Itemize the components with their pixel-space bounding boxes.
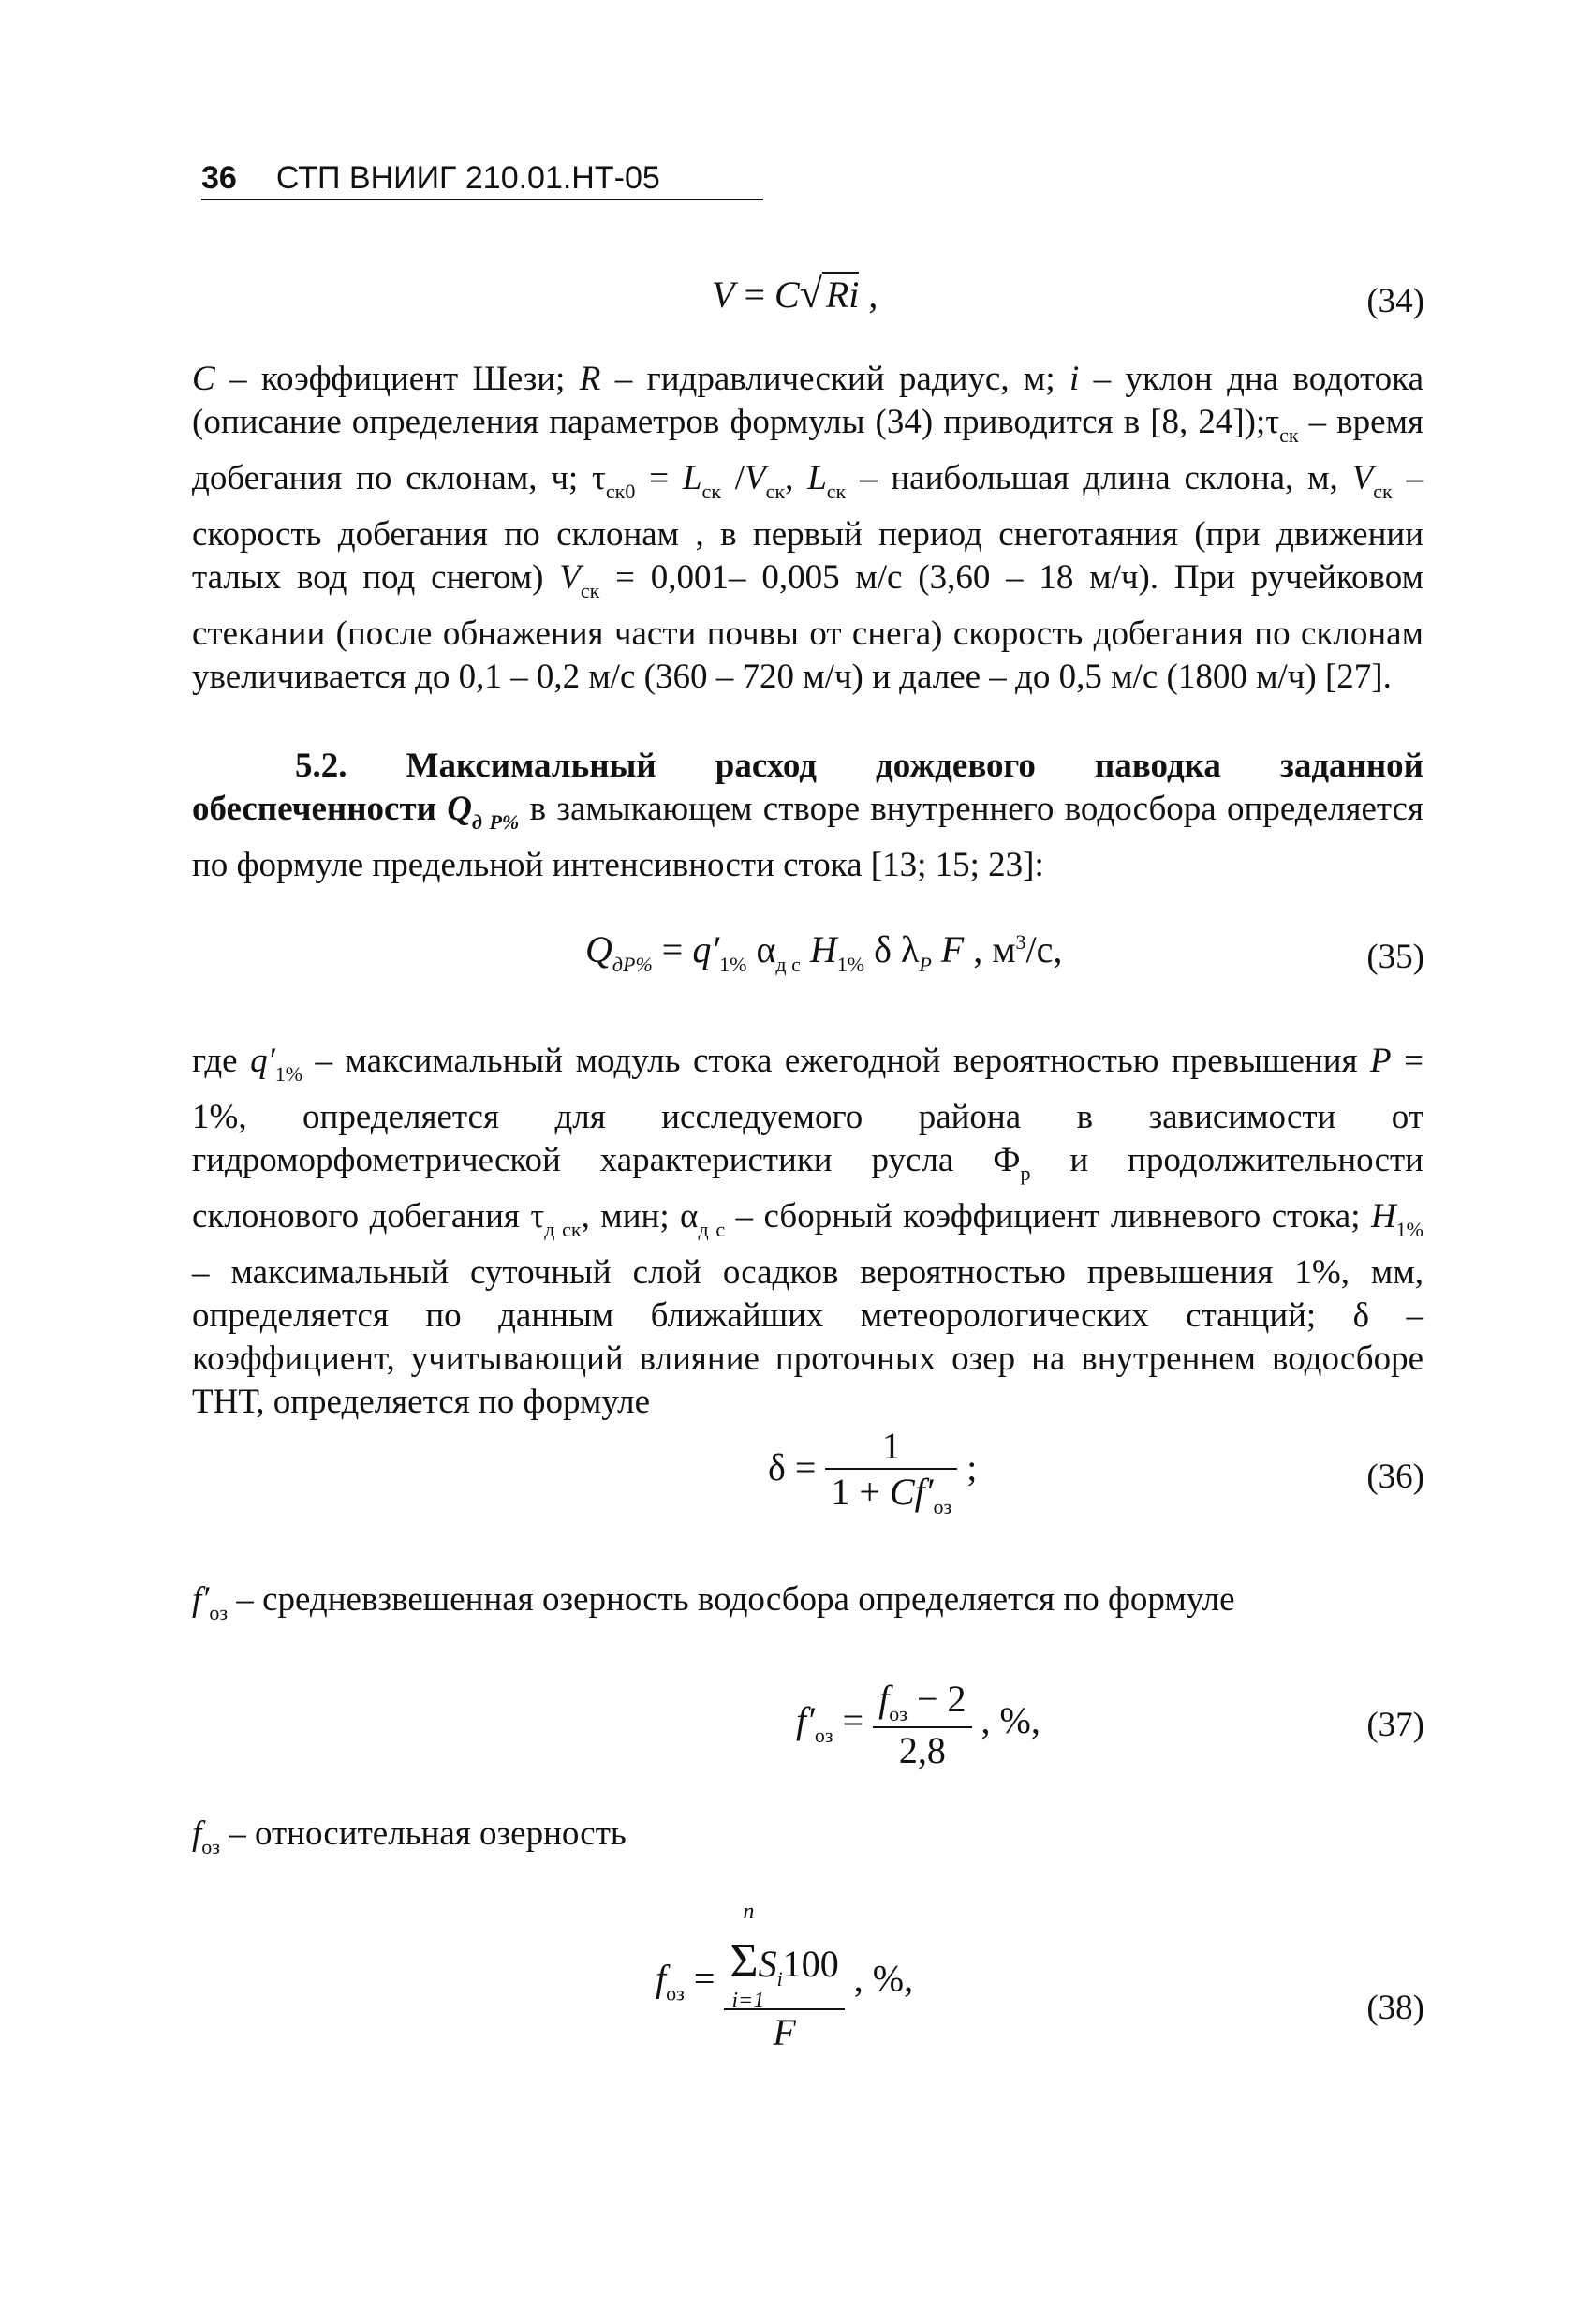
formula-34-root-arg: Ri [822, 272, 860, 316]
text-run: = 1%, определяется для исследуемого района в зависимости от гидроморфометрической характеристики русла Ф [192, 1042, 1423, 1179]
text-run: – максимальный суточный слой осадков вероятностью превышения 1%, мм, определяется по данным ближайших метеорологических станций; δ – коэффициент, учитывающий влияние проточных озер на внутреннем водосборе ТНТ, определяется по формуле [192, 1253, 1423, 1421]
symbol: V [745, 459, 766, 497]
denominator [825, 1470, 957, 1519]
subscript: д ск [544, 1218, 582, 1241]
subscript: оз [666, 1981, 685, 2006]
formula-36-lhs: δ = [768, 1446, 826, 1489]
formula-34-coef: C [774, 274, 800, 316]
paragraph-section-5-2 [192, 745, 1423, 887]
page-number: 36 [201, 160, 237, 196]
subscript: 1% [1395, 1218, 1423, 1241]
paragraph-relative-lake-coverage [192, 1813, 1423, 1869]
text-run: , мин; α [581, 1197, 699, 1236]
text-run: – сборный коэффициент ливневого стока; [725, 1197, 1371, 1236]
subscript: ск [826, 480, 847, 503]
subscript: 1% [274, 1062, 303, 1086]
symbol: S [758, 1943, 777, 1985]
symbol: Q [585, 928, 612, 970]
symbol: f′ [796, 1699, 815, 1742]
symbol: δ λ [864, 928, 920, 970]
subscript: 1% [719, 953, 747, 976]
text-run: – максимальный модуль стока ежегодной вероятностью превышения [302, 1042, 1371, 1080]
subscript: дP% [612, 953, 653, 976]
sum-sign: Σ [730, 1934, 759, 1988]
text-run: – скорость добегания по склонам , в первый период снеготаяния (при движении талых вод под снегом) [192, 459, 1424, 597]
subscript: оз [209, 1601, 229, 1624]
text-run: – время добегания по склонам, ч; τ [192, 403, 1423, 497]
sum-lower-limit: i=1 [731, 1989, 765, 2013]
denominator: 2,8 [898, 1729, 946, 1771]
text-run: – относительная озерность [219, 1814, 627, 1853]
numerator-part: − 2 [907, 1678, 966, 1720]
subscript: оз [933, 1495, 952, 1518]
symbol: V [1351, 459, 1374, 497]
subscript: ск [1373, 480, 1393, 503]
symbol: f [656, 1957, 667, 2000]
text-run: и продолжительности склонового добегания τ [192, 1141, 1423, 1236]
fraction [825, 1424, 957, 1519]
formula-34-tail: , [859, 274, 878, 316]
subscript: оз [814, 1724, 833, 1748]
subscript: ск0 [605, 480, 636, 503]
text-run: / [720, 459, 745, 497]
sum-upper-limit: n [743, 1900, 755, 1924]
symbol: C [192, 360, 215, 398]
subscript: i [776, 1967, 783, 1991]
subscript: ск [1279, 423, 1299, 447]
equals: = [684, 1957, 725, 2000]
formula-35 [585, 927, 1062, 977]
text-run: – гидравлический радиус, м; [600, 360, 1069, 398]
symbol: H [1370, 1197, 1396, 1236]
equation-number-34: (34) [1366, 282, 1424, 320]
subscript: д с [775, 953, 801, 976]
symbol: Cf′ [889, 1471, 934, 1513]
subscript: 1% [836, 953, 865, 976]
equation-number-37: (37) [1366, 1706, 1424, 1744]
text-run: – уклон дна водотока (описание определения параметров формулы (34) приводится в [8, 24]);τ [192, 360, 1423, 441]
document-code: СТП ВНИИГ 210.01.НТ-05 [275, 160, 660, 196]
equation-number-36: (36) [1366, 1458, 1424, 1496]
subscript: оз [201, 1835, 220, 1858]
symbol: f′ [192, 1580, 210, 1619]
numerator-part: 100 [782, 1943, 839, 1985]
symbol: q′ [692, 928, 720, 970]
formula-34-lhs: V [712, 274, 735, 316]
superscript: 3 [1015, 930, 1026, 954]
symbol: F [931, 928, 965, 970]
paragraph-weighted-lake-coverage [192, 1578, 1423, 1635]
symbol: Q [447, 790, 473, 828]
subscript: ск [765, 480, 786, 503]
equation-number-35: (35) [1366, 938, 1424, 976]
equation-number-38: (38) [1366, 1989, 1424, 2027]
text-run: = 0,001– 0,005 м/с (3,60 – 18 м/ч). При ручейковом стекании (после обнажения части почвы от снега) скорость добегания по склонам увеличивается до 0,1 – 0,2 м/с (360 – 720 м/ч) и далее – до 0,5 м/с (1800 м/ч) [27]. [192, 558, 1423, 696]
unit: , м [964, 928, 1016, 970]
symbol: f [878, 1678, 890, 1720]
section-heading-text: 5.2. Максимальный расход дождевого паводка заданной обеспеченности [192, 747, 1423, 828]
equals: = [833, 1699, 874, 1742]
symbol: P [1370, 1042, 1392, 1080]
formula-37 [796, 1677, 1040, 1772]
symbol: L [807, 459, 827, 497]
sqrt-sign: √ [799, 271, 822, 317]
subscript: р [1020, 1162, 1031, 1185]
page-header [201, 159, 763, 200]
subscript: ск [580, 579, 600, 602]
equals: = [652, 928, 693, 970]
text-run: – средневзвешенная озерность водосбора определяется по формуле [228, 1580, 1235, 1619]
fraction [873, 1677, 971, 1772]
text-run: где [192, 1042, 251, 1080]
text-run: = [635, 459, 683, 497]
numerator [724, 1900, 844, 2013]
numerator [873, 1677, 971, 1728]
symbol: α [746, 928, 776, 970]
formula-34 [712, 270, 878, 318]
formula-38-tail: , %, [844, 1957, 914, 2000]
paragraph-variables-35 [192, 1040, 1423, 1424]
symbol: H [800, 928, 837, 970]
text-run: – коэффициент Шези; [214, 360, 580, 398]
symbol: L [682, 459, 702, 497]
subscript: ск [701, 480, 721, 503]
formula-37-tail: , %, [971, 1699, 1040, 1742]
symbol: V [559, 558, 581, 597]
formula-34-eq: = [734, 274, 774, 316]
text-run: , [785, 459, 808, 497]
symbol: f [192, 1814, 202, 1853]
formula-38 [656, 1900, 914, 2054]
formula-36-tail: ; [957, 1446, 978, 1489]
subscript: д P% [472, 810, 520, 834]
symbol: q′ [250, 1042, 275, 1080]
symbol: R [579, 360, 601, 398]
text-run: – наибольшая длина склона, м, [846, 459, 1352, 497]
symbol: i [1069, 360, 1080, 398]
subscript: P [919, 953, 932, 976]
fraction [724, 1900, 844, 2054]
numerator: 1 [825, 1424, 957, 1470]
denominator: F [773, 2011, 796, 2053]
subscript: д с [698, 1218, 726, 1241]
paragraph-velocity-description [192, 358, 1423, 699]
formula-36 [768, 1424, 977, 1519]
text-run: в замыкающем створе внутреннего водосбора определяется по формуле предельной интенсивности стока [13; 15; 23]: [192, 790, 1423, 884]
denominator-part: 1 + [831, 1471, 890, 1513]
subscript: оз [889, 1702, 907, 1725]
unit: /с, [1025, 928, 1063, 970]
